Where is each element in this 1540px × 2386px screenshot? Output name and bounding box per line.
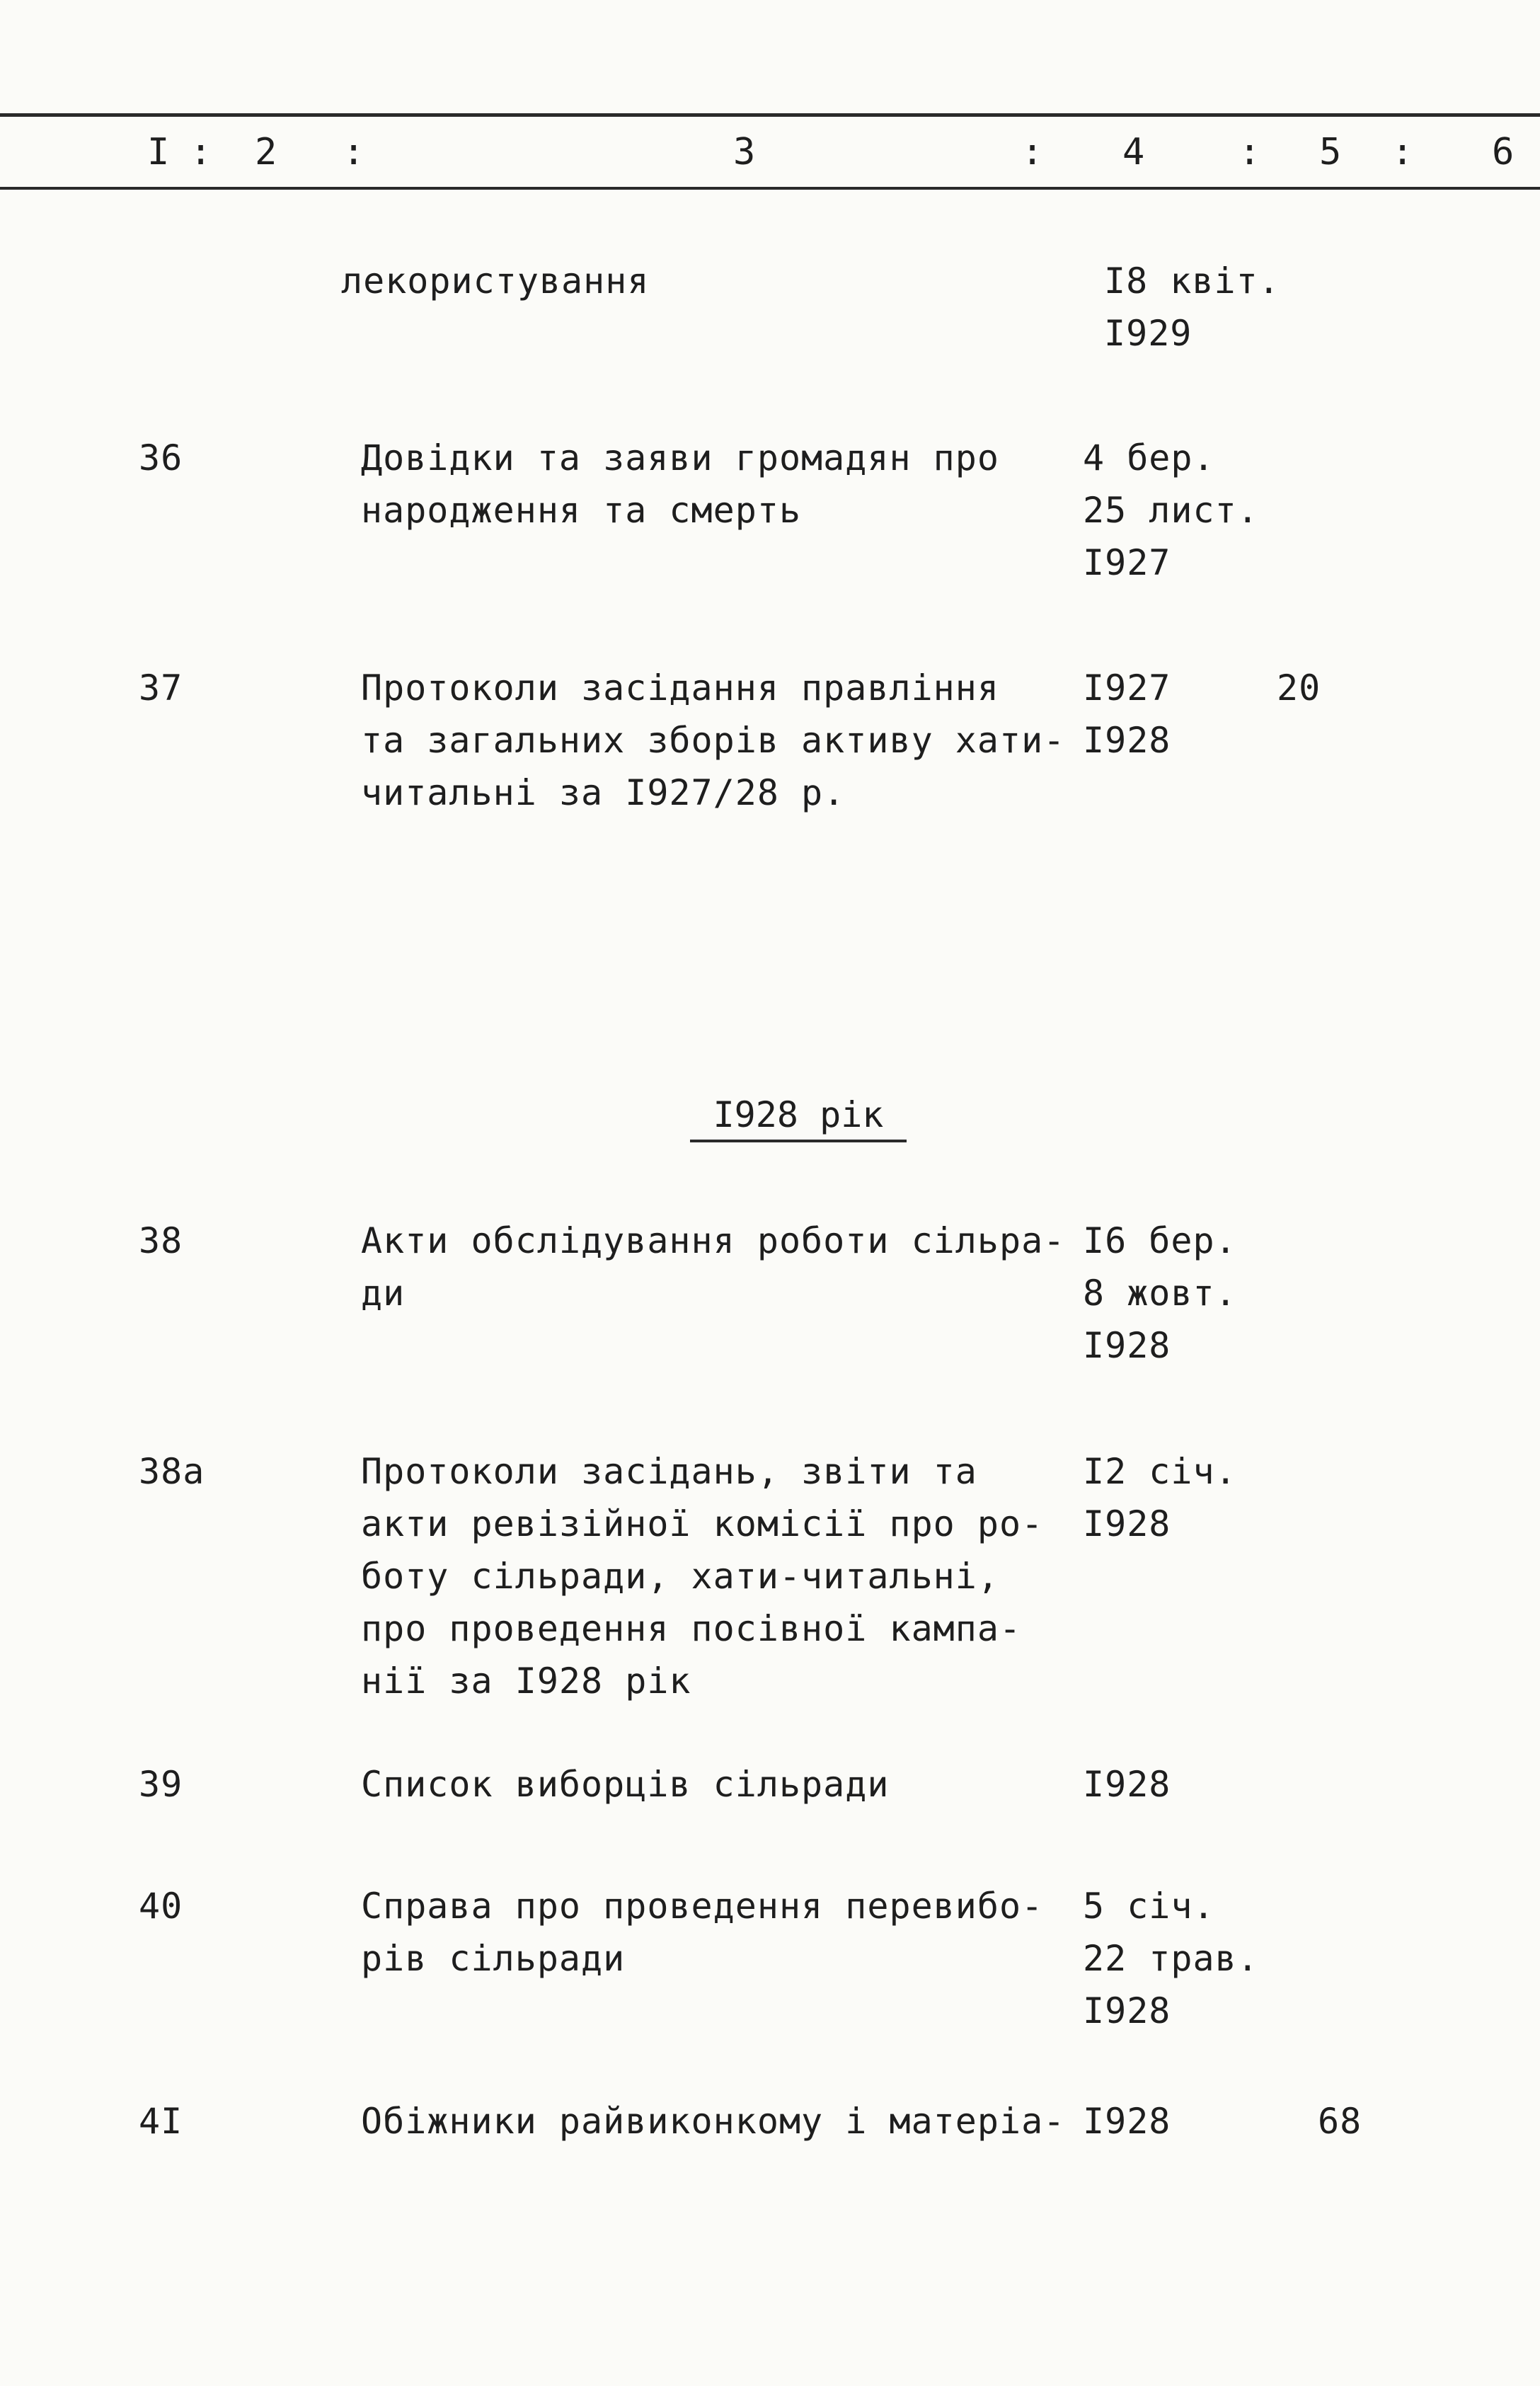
entry-dates: 4 бер. 25 лист. I927 bbox=[1083, 437, 1259, 583]
section-heading-year: I928 рік bbox=[690, 1090, 907, 1142]
column-number-5: 5 bbox=[1319, 131, 1342, 173]
entry-dates: I928 bbox=[1083, 2101, 1171, 2142]
entry-sheet-count: 68 bbox=[1318, 2101, 1362, 2142]
entry-number: 38 bbox=[139, 1220, 183, 1261]
column-number-4: 4 bbox=[1122, 131, 1145, 173]
column-separator: : bbox=[343, 131, 365, 173]
column-number-2: 2 bbox=[255, 131, 277, 173]
column-number-1: I bbox=[147, 131, 170, 173]
column-separator: : bbox=[190, 131, 212, 173]
entry-title: Акти обслідування роботи сільра- ди bbox=[361, 1220, 1066, 1314]
entry-number: 39 bbox=[139, 1764, 183, 1805]
entry-dates: I2 січ. I928 bbox=[1083, 1451, 1237, 1544]
column-separator: : bbox=[1239, 131, 1261, 173]
entry-title: Список виборців сільради bbox=[361, 1764, 890, 1805]
column-number-3: 3 bbox=[733, 131, 756, 173]
entry-title: Обіжники райвиконкому і матеріа- bbox=[361, 2101, 1066, 2142]
entry-dates: I928 bbox=[1083, 1764, 1171, 1805]
entry-title: Справа про проведення перевибо- рів сільради bbox=[361, 1886, 1044, 1979]
header-bottom-rule bbox=[0, 187, 1540, 190]
entry-number: 4I bbox=[139, 2101, 183, 2142]
column-separator: : bbox=[1391, 131, 1414, 173]
entry-number: 38а bbox=[139, 1451, 205, 1492]
entry-number: 37 bbox=[139, 667, 183, 709]
entry-title: лекористування bbox=[341, 260, 650, 302]
entry-sheet-count: 20 bbox=[1277, 667, 1321, 709]
entry-dates: I8 квіт. I929 bbox=[1104, 260, 1280, 354]
column-separator: : bbox=[1021, 131, 1044, 173]
entry-title: Протоколи засідання правління та загальних зборів активу хати- читальні за I927/28 р. bbox=[361, 667, 1066, 813]
entry-dates: I927 I928 bbox=[1083, 667, 1171, 761]
entry-dates: I6 бер. 8 жовт. I928 bbox=[1083, 1220, 1237, 1366]
column-number-6: 6 bbox=[1492, 131, 1515, 173]
header-top-rule bbox=[0, 113, 1540, 117]
entry-dates: 5 січ. 22 трав. I928 bbox=[1083, 1886, 1259, 2031]
entry-number: 36 bbox=[139, 437, 183, 478]
entry-title: Протоколи засідань, звіти та акти ревізійної комісії про ро- боту сільради, хати-читальні, про проведення посівної кампа- нії за I928 рік bbox=[361, 1451, 1044, 1702]
entry-number: 40 bbox=[139, 1886, 183, 1927]
entry-title: Довідки та заяви громадян про народження та смерть bbox=[361, 437, 999, 531]
